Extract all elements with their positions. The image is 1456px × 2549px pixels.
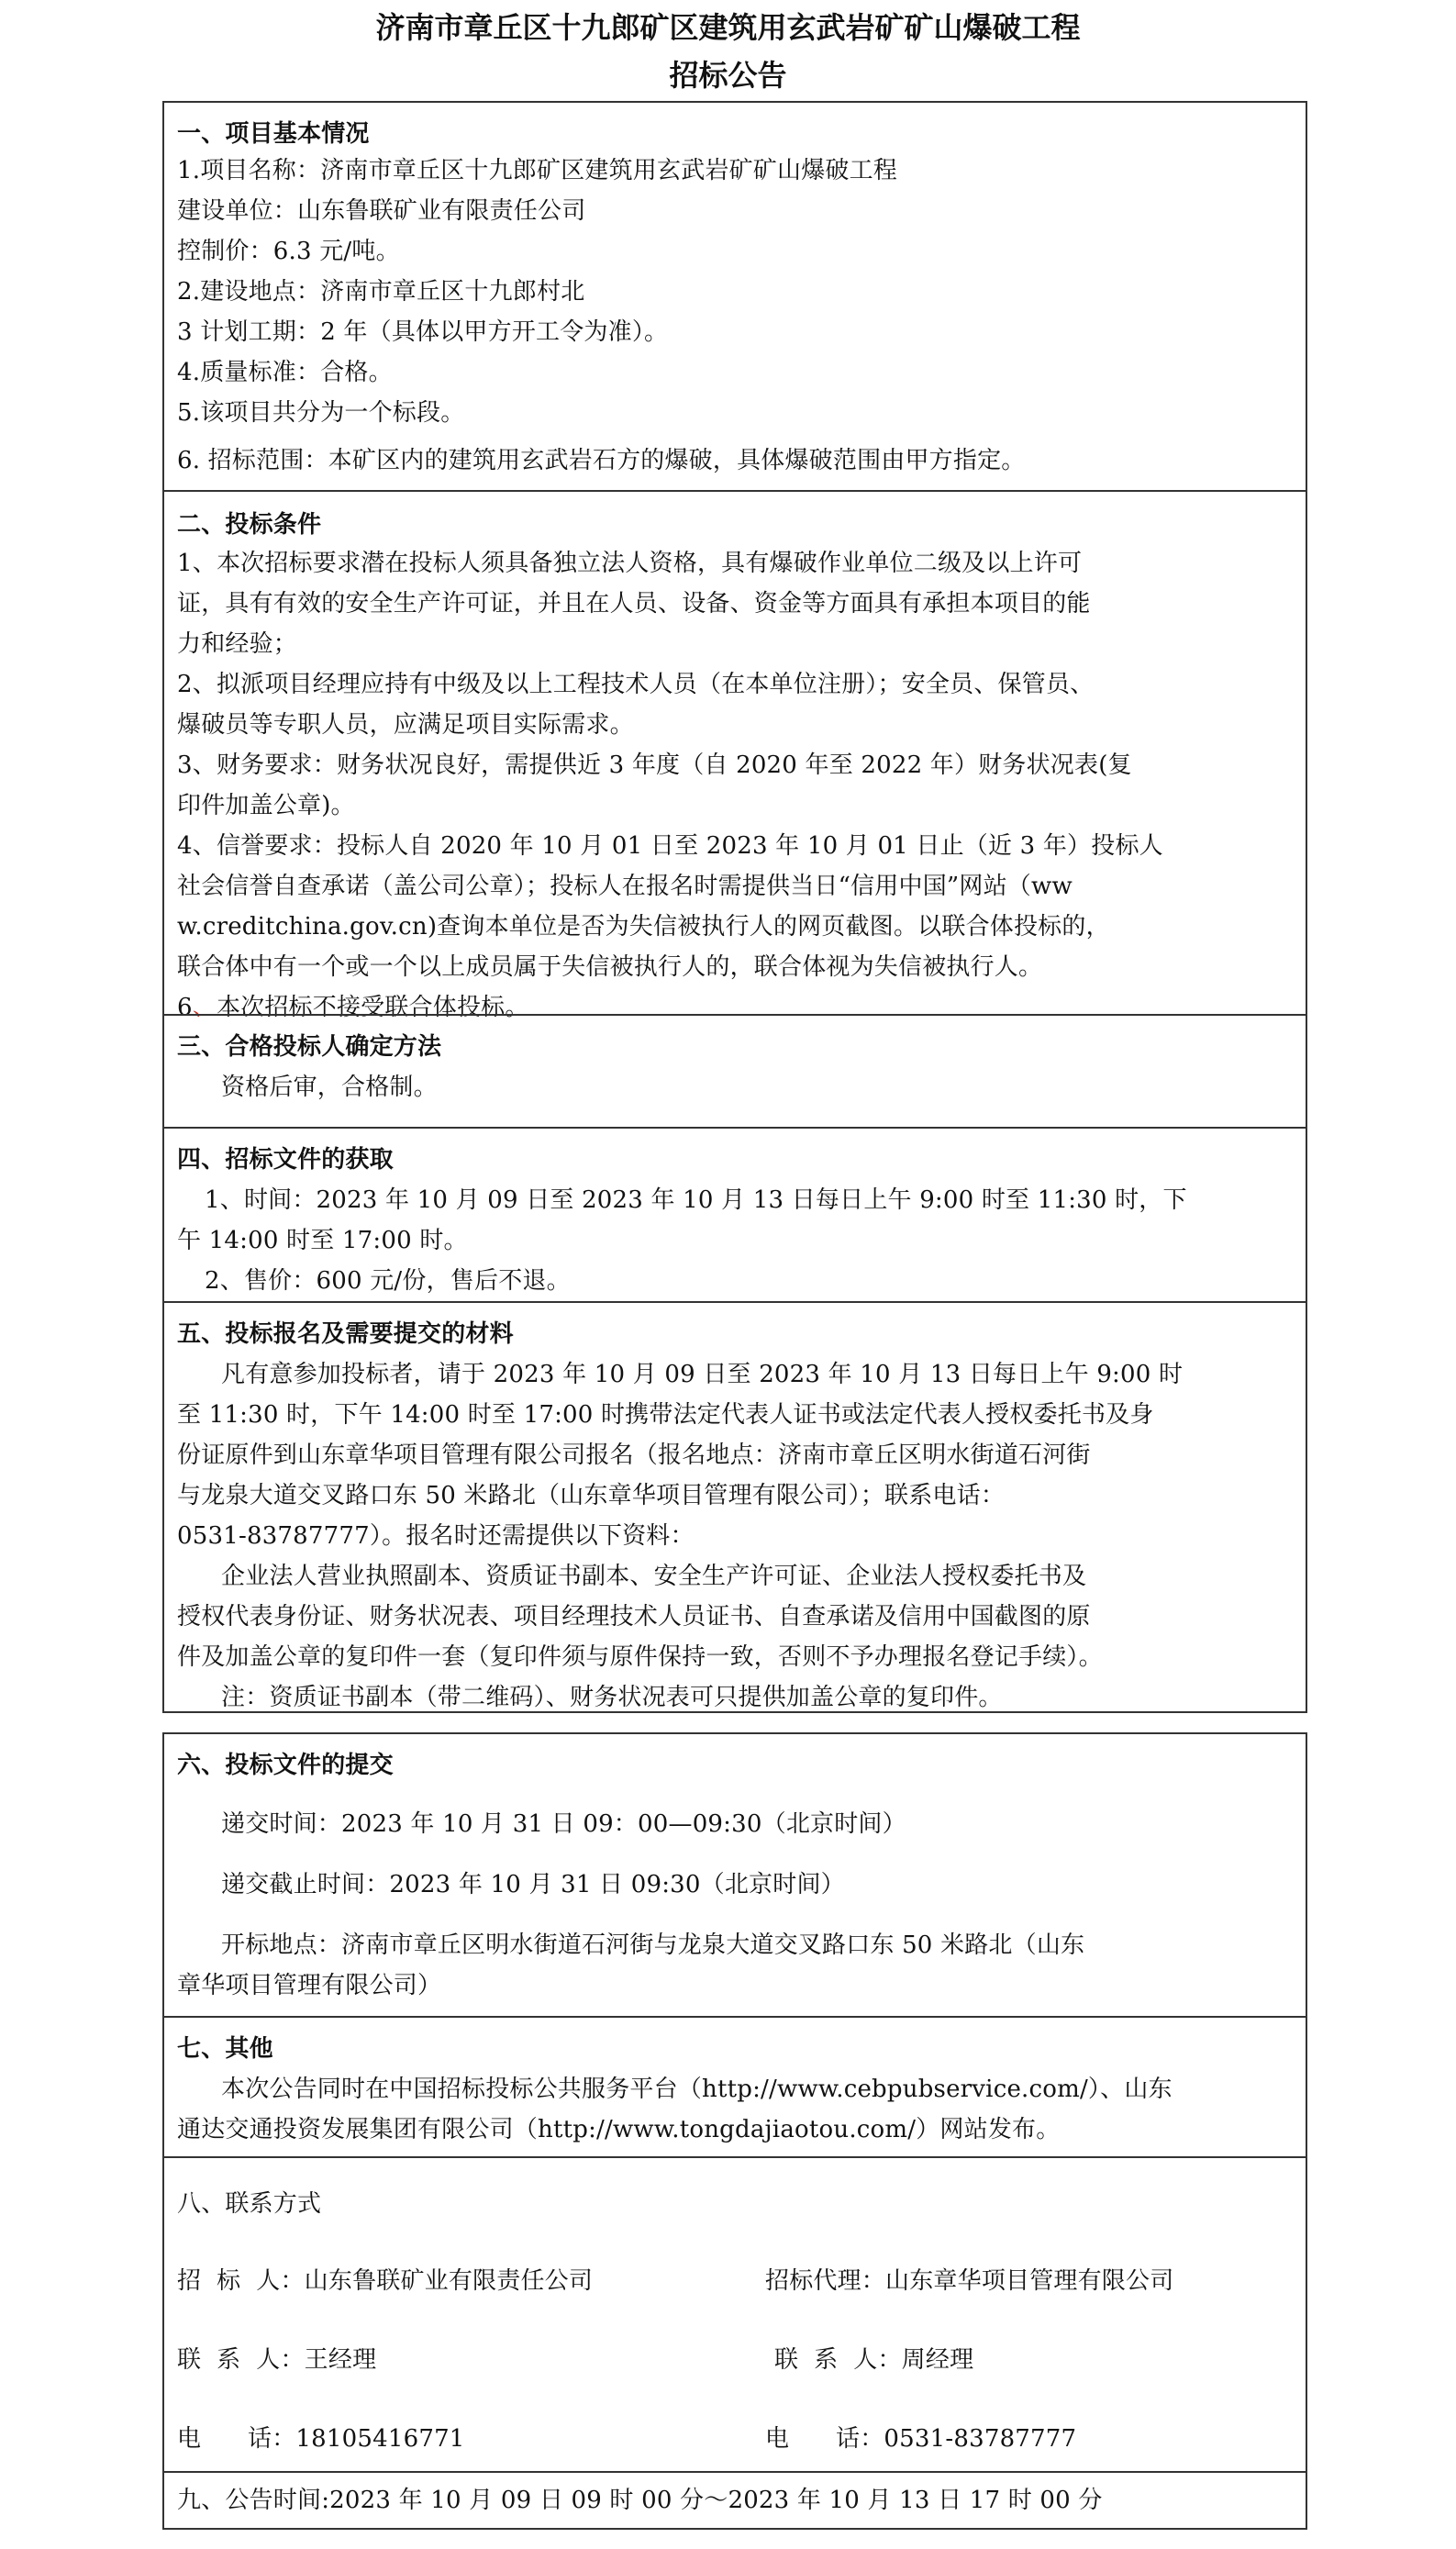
section-heading: 二、投标条件 xyxy=(177,511,322,539)
notice-table-upper xyxy=(162,101,1307,1713)
acquisition-time: 1、时间：2023 年 10 月 09 日至 2023 年 10 月 13 日每日上午 9:00 时至 11:30 时，下 xyxy=(205,1186,1187,1214)
condition-text: 爆破员等专职人员，应满足项目实际需求。 xyxy=(177,711,634,739)
project-name: 1.项目名称：济南市章丘区十九郎矿区建筑用玄武岩矿矿山爆破工程 xyxy=(177,157,898,184)
item-separator: 、 xyxy=(192,994,217,1021)
condition-text: 证，具有有效的安全生产许可证，并且在人员、设备、资金等方面具有承担本项目的能 xyxy=(177,590,1091,618)
section-heading: 一、项目基本情况 xyxy=(177,120,370,148)
section-bid-submission xyxy=(164,1734,1306,2016)
notice-table-lower xyxy=(162,1732,1307,2530)
bid-opening-location-cont: 章华项目管理有限公司） xyxy=(177,1972,442,1999)
document-title-line1: 济南市章丘区十九郎矿区建筑用玄武岩矿矿山爆破工程 xyxy=(375,10,1081,45)
section-heading: 八、联系方式 xyxy=(177,2190,322,2218)
construction-site: 2.建设地点：济南市章丘区十九郎村北 xyxy=(177,278,585,306)
section-bid-conditions xyxy=(164,490,1306,1021)
section-heading: 七、其他 xyxy=(177,2035,273,2063)
control-price: 控制价：6.3 元/吨。 xyxy=(177,238,400,265)
section-heading: 五、投标报名及需要提交的材料 xyxy=(177,1320,514,1348)
planned-duration: 3 计划工期：2 年（具体以甲方开工令为准）。 xyxy=(177,318,669,346)
agent-value: 山东章华项目管理有限公司 xyxy=(885,2267,1174,2295)
condition-text: 联合体中有一个或一个以上成员属于失信被执行人的，联合体视为失信被执行人。 xyxy=(177,953,1043,981)
materials-text: 授权代表身份证、财务状况表、项目经理技术人员证书、自查承诺及信用中国截图的原 xyxy=(177,1603,1091,1631)
section-project-info xyxy=(164,103,1306,490)
registration-text: 份证原件到山东章华项目管理有限公司报名（报名地点：济南市章丘区明水街道石河街 xyxy=(177,1441,1091,1469)
qualification-text: 资格后审，合格制。 xyxy=(221,1074,438,1101)
tenderer-label: 招 标 人： xyxy=(177,2267,305,2295)
condition-text: w.creditchina.gov.cn)查询本单位是否为失信被执行人的网页截图。以联合体投标的， xyxy=(177,913,1110,941)
materials-text: 企业法人营业执照副本、资质证书副本、安全生产许可证、企业法人授权委托书及 xyxy=(221,1563,1087,1590)
phone-row xyxy=(177,2419,465,2459)
section-announcement-period xyxy=(164,2471,1306,2530)
condition-text: 1、本次招标要求潜在投标人须具备独立法人资格，具有爆破作业单位二级及以上许可 xyxy=(177,550,1083,577)
registration-text: 与龙泉大道交叉路口东 50 米路北（山东章华项目管理有限公司）；联系电话： xyxy=(177,1482,1006,1509)
tenderer-row xyxy=(177,2261,593,2301)
registration-text: 至 11:30 时，下午 14:00 时至 17:00 时携带法定代表人证书或法定代表人授权委托书及身 xyxy=(177,1401,1154,1429)
publication-text: 通达交通投资发展集团有限公司（http://www.tongdajiaotou.com/）网站发布。 xyxy=(177,2116,1061,2143)
announcement-period-text: 九、公告时间:2023 年 10 月 09 日 09 时 00 分～2023 年 10 月 13 日 17 时 00 分 xyxy=(177,2487,1103,2514)
contact-person-value: 王经理 xyxy=(304,2346,377,2374)
item-text: 本次招标不接受联合体投标。 xyxy=(216,994,529,1021)
condition-text: 力和经验； xyxy=(177,630,298,658)
item-number: 6 xyxy=(177,994,193,1021)
section-other xyxy=(164,2016,1306,2158)
condition-text: 2、拟派项目经理应持有中级及以上工程技术人员（在本单位注册）；安全员、保管员、 xyxy=(177,671,1095,698)
lot-info: 5.该项目共分为一个标段。 xyxy=(177,399,465,427)
section-heading: 四、招标文件的获取 xyxy=(177,1146,394,1174)
submission-deadline: 递交截止时间：2023 年 10 月 31 日 09:30（北京时间） xyxy=(221,1871,845,1898)
agent-label: 招标代理： xyxy=(765,2267,886,2295)
registration-text: 凡有意参加投标者，请于 2023 年 10 月 09 日至 2023 年 10 月 13 日每日上午 9:00 时 xyxy=(221,1361,1184,1388)
quality-standard: 4.质量标准：合格。 xyxy=(177,359,393,386)
condition-text: 3、财务要求：财务状况良好，需提供近 3 年度（自 2020 年至 2022 年）财务状况表(复 xyxy=(177,751,1132,779)
agent-phone-row xyxy=(765,2419,1293,2459)
acquisition-price: 2、售价：600 元/份，售后不退。 xyxy=(205,1267,571,1295)
construction-unit: 建设单位：山东鲁联矿业有限责任公司 xyxy=(177,197,586,225)
document-title-line2: 招标公告 xyxy=(669,58,787,93)
agent-phone-label: 电 话： xyxy=(765,2425,884,2453)
publication-text: 本次公告同时在中国招标投标公共服务平台（http://www.cebpubservice.com/）、山东 xyxy=(221,2076,1173,2103)
condition-text: 社会信誉自查承诺（盖公司公章）；投标人在报名时需提供当日“信用中国”网站（ww xyxy=(177,873,1073,900)
agent-contact-person-label: 联 系 人： xyxy=(774,2346,902,2374)
submission-time: 递交时间：2023 年 10 月 31 日 09：00—09:30（北京时间） xyxy=(221,1810,906,1838)
section-contacts xyxy=(164,2156,1306,2473)
agent-contact-person-row xyxy=(774,2340,1293,2380)
tender-scope: 6. 招标范围：本矿区内的建筑用玄武岩石方的爆破，具体爆破范围由甲方指定。 xyxy=(177,447,1026,474)
section-qualification-method xyxy=(164,1014,1306,1129)
section-registration-materials xyxy=(164,1301,1306,1713)
bid-opening-location: 开标地点：济南市章丘区明水街道石河街与龙泉大道交叉路口东 50 米路北（山东 xyxy=(221,1931,1085,1959)
phone-value: 18105416771 xyxy=(295,2425,465,2453)
materials-text: 件及加盖公章的复印件一套（复印件须与原件保持一致，否则不予办理报名登记手续）。 xyxy=(177,1643,1103,1671)
agent-phone-value: 0531-83787777 xyxy=(884,2425,1077,2453)
registration-text: 0531-83787777）。报名时还需提供以下资料： xyxy=(177,1522,695,1550)
agent-contact-person-value: 周经理 xyxy=(901,2346,974,2374)
acquisition-time-cont: 午 14:00 时至 17:00 时。 xyxy=(177,1227,468,1254)
contact-person-row xyxy=(177,2340,376,2380)
phone-label: 电 话： xyxy=(177,2425,296,2453)
condition-text: 印件加盖公章)。 xyxy=(177,792,355,819)
agent-row xyxy=(765,2261,1293,2301)
section-heading: 三、合格投标人确定方法 xyxy=(177,1033,442,1061)
section-heading: 六、投标文件的提交 xyxy=(177,1752,394,1779)
materials-note: 注：资质证书副本（带二维码）、财务状况表可只提供加盖公章的复印件。 xyxy=(221,1684,1003,1711)
condition-text: 4、信誉要求：投标人自 2020 年 10 月 01 日至 2023 年 10 月 01 日止（近 3 年）投标人 xyxy=(177,832,1163,860)
tenderer-value: 山东鲁联矿业有限责任公司 xyxy=(304,2267,594,2295)
contact-person-label: 联 系 人： xyxy=(177,2346,305,2374)
section-document-acquisition xyxy=(164,1127,1306,1303)
